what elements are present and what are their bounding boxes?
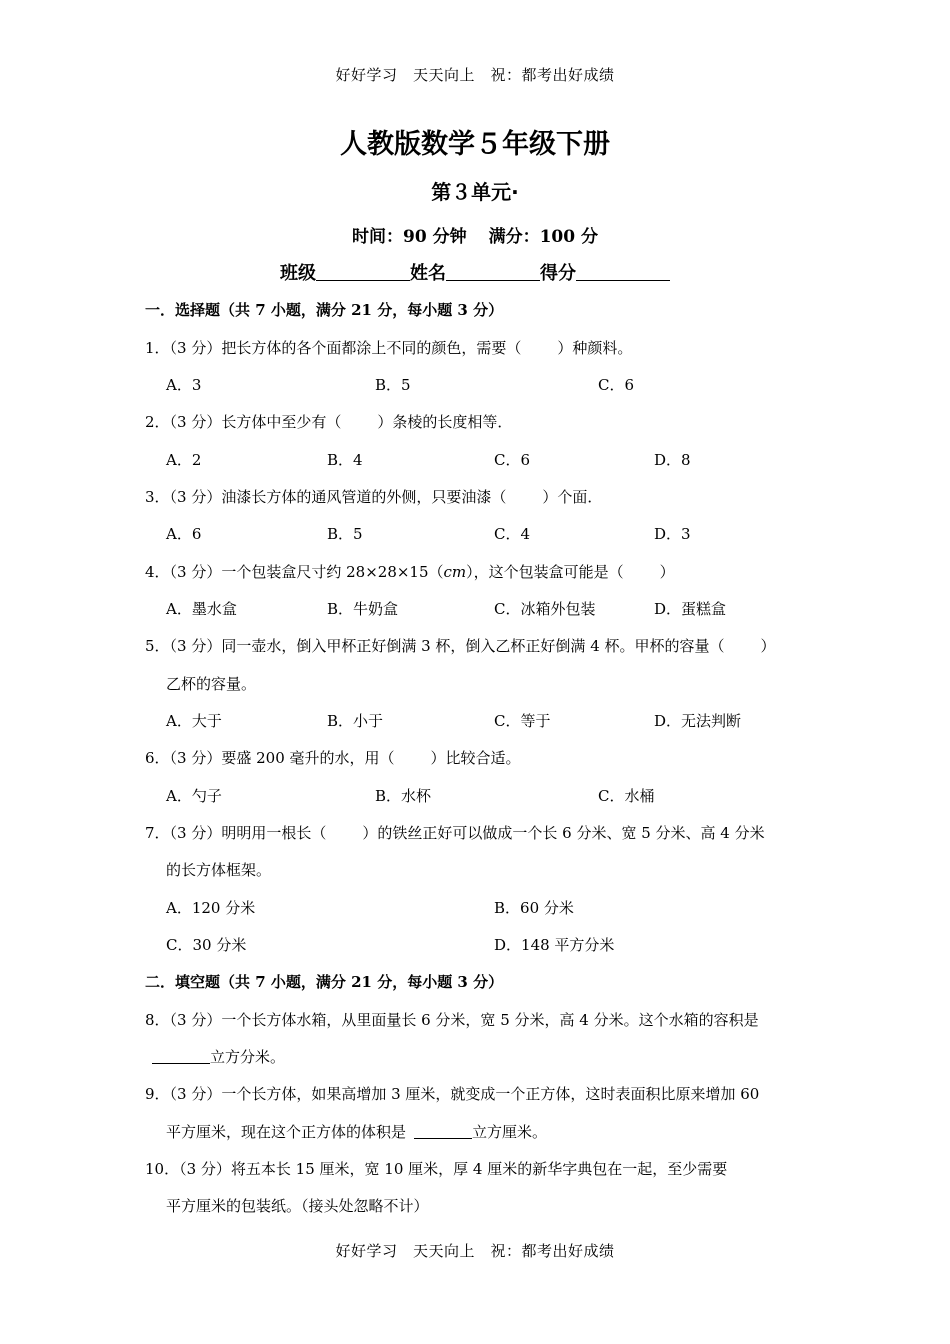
score-label: 得分: [540, 263, 576, 284]
answer-blank[interactable]: [152, 1049, 210, 1064]
q5-option-c[interactable]: C．等于: [494, 712, 551, 730]
question-8: 8．（3 分）一个长方体水箱，从里面量长 6 分米，宽 5 分米，高 4 分米。这个水箱的容积是: [145, 1011, 759, 1029]
question-4-text: 4．（3 分）一个包装盒尺寸约 28×28×15（: [145, 563, 444, 581]
question-4: [145, 561, 675, 582]
q2-option-a[interactable]: A．2: [166, 451, 202, 469]
section-choice-heading: 一．选择题（共 7 小题，满分 21 分，每小题 3 分）: [145, 301, 504, 319]
q5-option-b[interactable]: B．小于: [327, 712, 384, 730]
q1-option-a[interactable]: A．3: [166, 376, 202, 394]
q5-option-d[interactable]: D．无法判断: [654, 712, 742, 730]
q7-option-a[interactable]: A．120 分米: [166, 899, 256, 917]
question-5-line2: 乙杯的容量。: [166, 675, 257, 693]
q7-option-d[interactable]: D．148 平方分米: [494, 936, 615, 954]
q2-option-c[interactable]: C．6: [494, 451, 531, 469]
page-footer: 好好学习 天天向上 祝：都考出好成绩: [335, 1242, 615, 1260]
question-9-line2: [166, 1121, 547, 1142]
question-9-line2-text: 平方厘米，现在这个正方体的体积是: [166, 1123, 407, 1141]
question-8-line2-text: 立方分米。: [210, 1048, 286, 1066]
question-10-line2: 平方厘米的包装纸。（接头处忽略不计）: [166, 1197, 429, 1215]
question-6: [145, 747, 521, 768]
question-6-text: 6．（3 分）要盛 200 毫升的水，用（: [145, 749, 395, 767]
question-10: 10．（3 分）将五本长 15 厘米，宽 10 厘米，厚 4 厘米的新华字典包在一起，至少需要: [145, 1160, 728, 1178]
q7-option-c[interactable]: C．30 分米: [166, 936, 247, 954]
q3-option-a[interactable]: A．6: [166, 525, 202, 543]
page-title: 人教版数学５年级下册: [340, 129, 610, 160]
page-header: 好好学习 天天向上 祝：都考出好成绩: [335, 66, 615, 84]
question-3-text: 3．（3 分）油漆长方体的通风管道的外侧，只要油漆（: [145, 488, 507, 506]
exam-info: [0, 222, 950, 247]
q1-option-c[interactable]: C．6: [598, 376, 635, 394]
name-blank[interactable]: [446, 262, 540, 281]
class-label: 班级: [280, 263, 316, 284]
time-limit: 时间：90 分钟: [352, 227, 467, 247]
full-score: 满分：100 分: [488, 227, 598, 247]
unit-cm: cm: [443, 563, 467, 581]
question-5: [145, 635, 776, 656]
q4-option-c[interactable]: C．冰箱外包装: [494, 600, 596, 618]
q5-option-a[interactable]: A．大于: [166, 712, 222, 730]
class-blank[interactable]: [316, 262, 410, 281]
q6-option-c[interactable]: C．水桶: [598, 787, 655, 805]
q7-option-b[interactable]: B．60 分米: [494, 899, 574, 917]
question-3: [145, 486, 602, 507]
q2-option-b[interactable]: B．4: [327, 451, 363, 469]
question-5-text: 5．（3 分）同一壶水，倒入甲杯正好倒满 3 杯，倒入乙杯正好倒满 4 杯。甲杯的容量（: [145, 637, 725, 655]
student-fields: [0, 259, 950, 285]
q4-option-d[interactable]: D．蛋糕盒: [654, 600, 727, 618]
question-9: 9．（3 分）一个长方体，如果高增加 3 厘米，就变成一个正方体，这时表面积比原来增加 60: [145, 1085, 760, 1103]
q3-option-b[interactable]: B．5: [327, 525, 363, 543]
question-2-text: 2．（3 分）长方体中至少有（: [145, 413, 342, 431]
q1-option-b[interactable]: B．5: [375, 376, 411, 394]
section-fill-heading: 二．填空题（共 7 小题，满分 21 分，每小题 3 分）: [145, 973, 504, 991]
question-7-text-end: ）的铁丝正好可以做成一个长 6 分米、宽 5 分米、高 4 分米: [362, 824, 765, 842]
question-7-line2: 的长方体框架。: [166, 861, 272, 879]
score-blank[interactable]: [576, 262, 670, 281]
q3-option-d[interactable]: D．3: [654, 525, 691, 543]
question-1: [145, 337, 632, 358]
q6-option-b[interactable]: B．水杯: [375, 787, 432, 805]
question-8-line2: [152, 1046, 285, 1067]
name-label: 姓名: [410, 263, 446, 284]
question-3-text-end: ）个面．: [542, 488, 603, 506]
unit-subtitle: 第３单元·: [431, 180, 519, 204]
question-9-line2-end: 立方厘米。: [472, 1123, 548, 1141]
question-1-text-end: ）种颜料。: [557, 339, 633, 357]
q4-option-b[interactable]: B．牛奶盒: [327, 600, 399, 618]
q6-option-a[interactable]: A．勺子: [166, 787, 222, 805]
question-7: [145, 822, 765, 843]
question-4-text-end: ）: [659, 563, 675, 581]
q4-option-a[interactable]: A．墨水盒: [166, 600, 237, 618]
question-6-text-end: ）比较合适。: [430, 749, 521, 767]
question-1-text: 1．（3 分）把长方体的各个面都涂上不同的颜色，需要（: [145, 339, 522, 357]
question-5-text-end: ）: [760, 637, 776, 655]
question-2-text-end: ）条棱的长度相等．: [377, 413, 513, 431]
question-2: [145, 411, 512, 432]
question-4-text-mid: ），这个包装盒可能是（: [466, 563, 624, 581]
q2-option-d[interactable]: D．8: [654, 451, 691, 469]
question-7-text: 7．（3 分）明明用一根长（: [145, 824, 327, 842]
q3-option-c[interactable]: C．4: [494, 525, 531, 543]
answer-blank[interactable]: [414, 1124, 472, 1139]
